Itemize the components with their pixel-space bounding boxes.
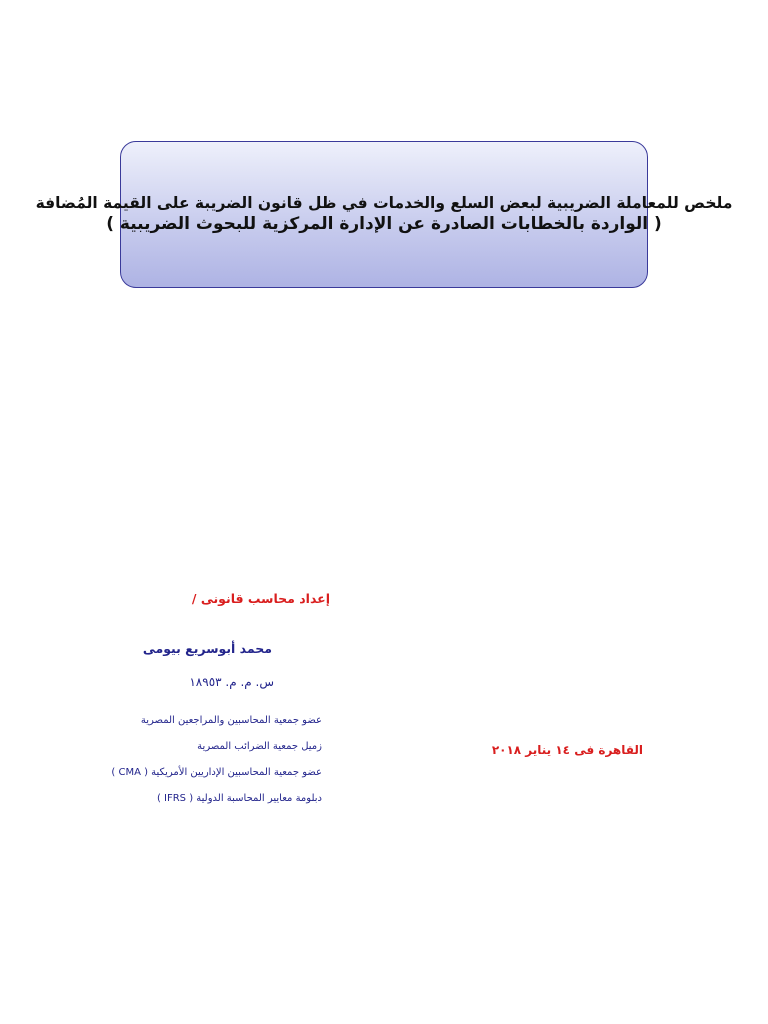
document-title-box	[35, 141, 733, 288]
author-name: محمد أبوسريع بيومى	[142, 641, 272, 656]
membership-item: دبلومة معايير المحاسبة الدولية ( IFRS )	[156, 793, 322, 804]
memberships-list	[111, 714, 322, 818]
date-line: القاهرة فى ١٤ يناير ٢٠١٨	[491, 743, 643, 757]
membership-item: زميل جمعية الضرائب المصرية	[197, 741, 322, 752]
membership-item: عضو جمعية المحاسبين والمراجعين المصرية	[140, 715, 322, 726]
document-title-line-2: ( الواردة بالخطابات الصادرة عن الإدارة المركزية للبحوث الضريبية )	[106, 214, 662, 235]
prepared-by-label: إعداد محاسب قانونى /	[191, 591, 330, 606]
document-title-line-1: ملخص للمعاملة الضريبية لبعض السلع والخدمات في ظل قانون الضريبة على القيمة المُضافة	[35, 193, 733, 212]
registration-number: س. م. م. ١٨٩٥٣	[189, 675, 274, 689]
membership-item: عضو جمعية المحاسبين الإداريين الأمريكية ( CMA )	[111, 767, 322, 778]
